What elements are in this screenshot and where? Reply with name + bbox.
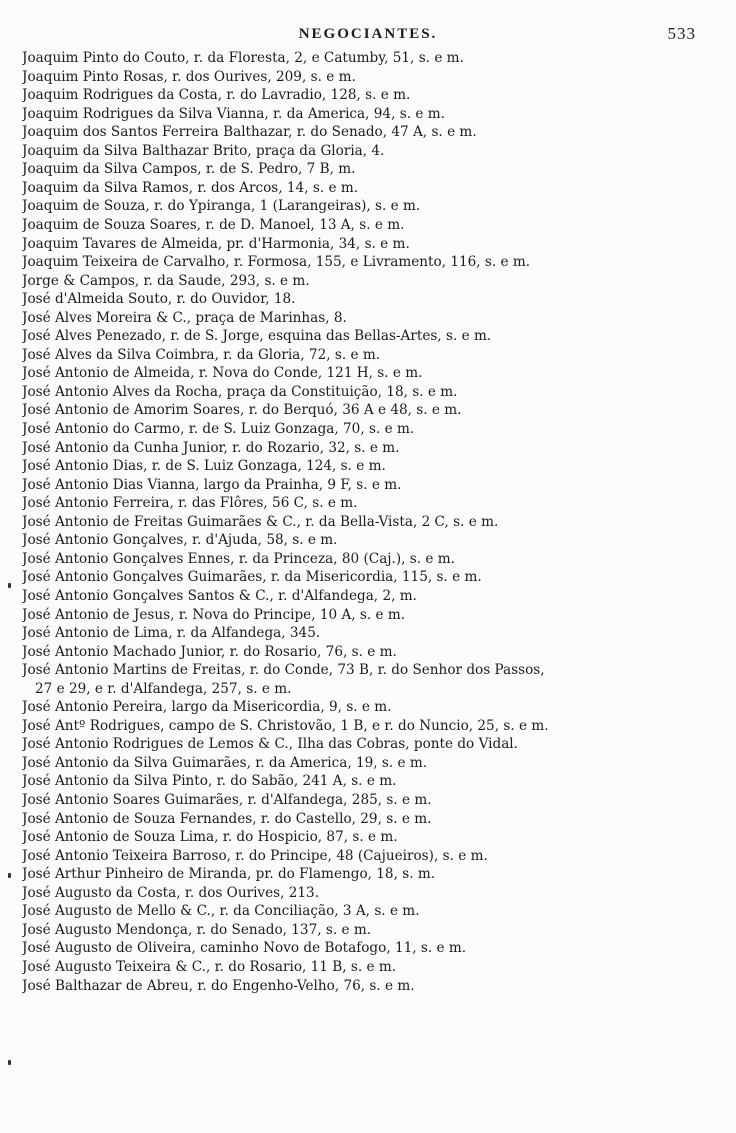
directory-entry: Joaquim Rodrigues da Silva Vianna, r. da America, 94, s. e m. [22,105,445,122]
directory-entry: Joaquim Tavares de Almeida, pr. d'Harmonia, 34, s. e m. [22,235,410,252]
directory-entry: José Augusto da Costa, r. dos Ourives, 213. [22,884,320,901]
directory-entry: José Antonio da Cunha Junior, r. do Rozario, 32, s. e m. [22,439,400,456]
directory-entry: José Antonio Martins de Freitas, r. do Conde, 73 B, r. do Senhor dos Passos, [22,662,545,679]
directory-entry: José Antonio de Jesus, r. Nova do Principe, 10 A, s. e m. [22,606,406,623]
directory-entry: José Alves da Silva Coimbra, r. da Gloria, 72, s. e m. [22,346,381,363]
directory-entry: José Antonio Soares Guimarães, r. d'Alfandega, 285, s. e m. [22,792,432,808]
directory-entry: José Antonio Pereira, largo da Misericordia, 9, s. e m. [22,699,392,716]
directory-entry: José Antonio da Silva Pinto, r. do Sabão, 241 A, s. e m. [22,773,397,790]
directory-entry: José Antonio Rodrigues de Lemos & C., Ilha das Cobras, ponte do Vidal. [22,736,518,753]
margin-mark [8,1060,11,1065]
directory-entry: Joaquim Rodrigues da Costa, r. do Lavradio, 128, s. e m. [22,87,411,104]
directory-entry: Joaquim dos Santos Ferreira Balthazar, r. do Senado, 47 A, s. e m. [22,124,477,141]
directory-entry: Joaquim Teixeira de Carvalho, r. Formosa, 155, e Livramento, 116, s. e m. [22,254,531,271]
directory-entry: José Balthazar de Abreu, r. do Engenho-Velho, 76, s. e m. [22,977,415,994]
directory-entry: Joaquim da Silva Campos, r. de S. Pedro, 7 B, m. [22,161,356,178]
directory-entry: José Antonio de Souza Lima, r. do Hospicio, 87, s. e m. [22,829,398,846]
directory-entry: José Augusto de Mello & C., r. da Conciliação, 3 A, s. e m. [22,903,420,920]
directory-entry: José Antº Rodrigues, campo de S. Christovão, 1 B, e r. do Nuncio, 25, s. e m. [22,717,549,734]
directory-entry: José Antonio de Lima, r. da Alfandega, 345. [22,625,321,642]
directory-entry: Joaquim de Souza Soares, r. de D. Manoel, 13 A, s. e m. [22,216,405,233]
directory-entry: José Antonio Gonçalves Ennes, r. da Princeza, 80 (Caj.), s. e m. [22,550,455,567]
directory-entry: José Arthur Pinheiro de Miranda, pr. do Flamengo, 18, s. m. [22,866,436,883]
directory-entry: José Antonio Machado Junior, r. do Rosario, 76, s. e m. [22,643,397,660]
directory-entry: José Augusto de Oliveira, caminho Novo de Botafogo, 11, s. e m. [22,940,467,957]
margin-mark [8,583,11,588]
directory-entry: José Antonio de Amorim Soares, r. do Berquó, 36 A e 48, s. e m. [22,402,462,419]
directory-entry: José Antonio Gonçalves Guimarães, r. da Misericordia, 115, s. e m. [22,569,482,586]
directory-entry: José Antonio Dias Vianna, largo da Prainha, 9 F, s. e m. [22,476,402,493]
directory-entry: José Antonio Alves da Rocha, praça da Constituição, 18, s. e m. [22,383,458,400]
directory-entry: José Antonio da Silva Guimarães, r. da America, 19, s. e m. [22,754,428,771]
entry-continuation-line: 27 e 29, e r. d'Alfandega, 257, s. e m. [35,680,292,697]
directory-entry: José Antonio Dias, r. de S. Luiz Gonzaga, 124, s. e m. [22,458,386,475]
directory-entry: José Antonio Gonçalves, r. d'Ajuda, 58, s. e m. [22,532,338,549]
directory-entry: Joaquim Pinto Rosas, r. dos Ourives, 209, s. e m. [22,68,356,85]
directory-entry: Jorge & Campos, r. da Saude, 293, s. e m. [22,272,310,289]
directory-entry: José Antonio de Freitas Guimarães & C., r. da Bella-Vista, 2 C, s. e m. [22,513,499,530]
directory-entry: José d'Almeida Souto, r. do Ouvidor, 18. [22,291,296,308]
directory-entry: José Augusto Teixeira & C., r. do Rosario, 11 B, s. e m. [22,958,397,975]
directory-entry: José Alves Penezado, r. de S. Jorge, esquina das Bellas-Artes, s. e m. [22,328,492,345]
directory-entry: José Antonio Gonçalves Santos & C., r. d'Alfandega, 2, m. [22,587,417,604]
directory-entry: José Antonio de Almeida, r. Nova do Conde, 121 H, s. e m. [22,365,423,382]
page-number: 533 [667,24,696,43]
directory-entry: Joaquim da Silva Ramos, r. dos Arcos, 14, s. e m. [22,179,359,196]
directory-entry: Joaquim de Souza, r. do Ypiranga, 1 (Larangeiras), s. e m. [22,198,421,215]
directory-entry: José Antonio Teixeira Barroso, r. do Principe, 48 (Cajueiros), s. e m. [22,847,488,864]
directory-entry: José Antonio Ferreira, r. das Flôres, 56 C, s. e m. [22,495,358,512]
directory-entry: Joaquim da Silva Balthazar Brito, praça da Gloria, 4. [22,142,385,159]
directory-entry: Joaquim Pinto do Couto, r. da Floresta, 2, e Catumby, 51, s. e m. [22,50,464,66]
directory-entry: José Antonio de Souza Fernandes, r. do Castello, 29, s. e m. [22,810,432,827]
margin-mark [8,873,11,878]
directory-entry: José Augusto Mendonça, r. do Senado, 137, s. e m. [22,921,372,938]
page-title: NEGOCIANTES. [298,26,438,42]
page-header [0,26,736,48]
directory-entry: José Alves Moreira & C., praça de Marinhas, 8. [22,309,347,326]
directory-entry: José Antonio do Carmo, r. de S. Luiz Gonzaga, 70, s. e m. [22,421,415,437]
